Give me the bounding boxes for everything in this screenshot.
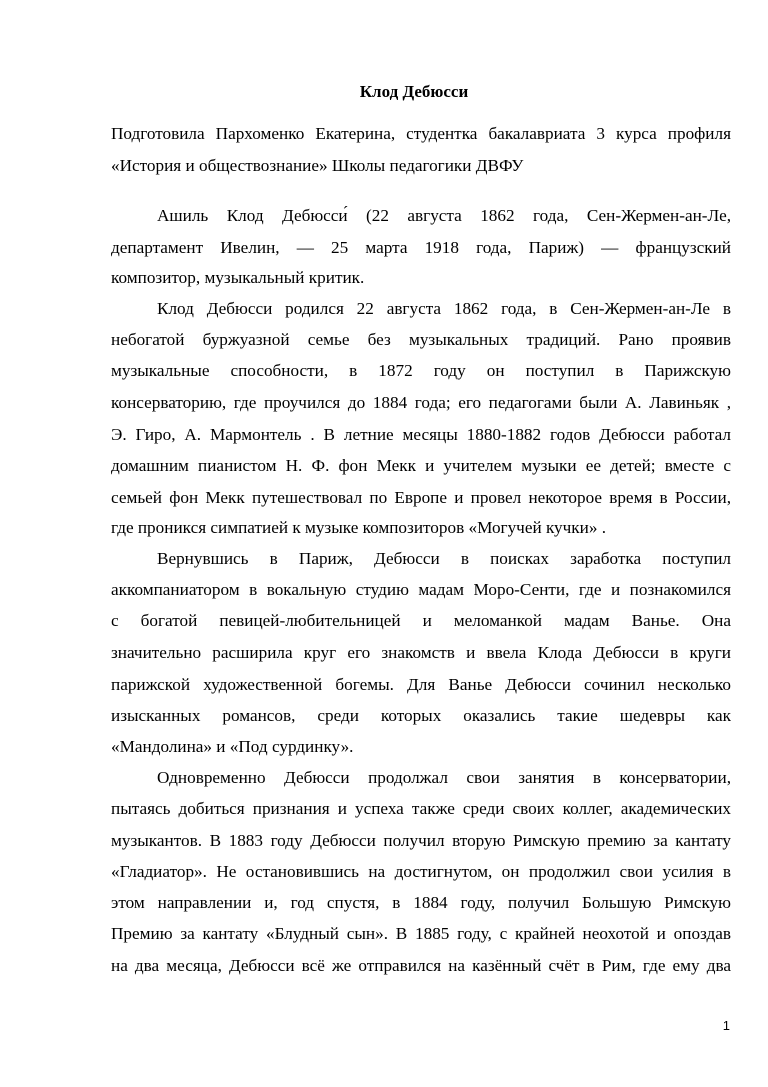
text-line: консерваторию, где проучился до 1884 года; его педагогами были А. Лавиньяк , bbox=[111, 393, 731, 412]
text-line: с богатой певицей-любительницей и меломанкой мадам Ванье. Она bbox=[111, 611, 731, 630]
text-line: Одновременно Дебюсси продолжал свои занятия в консерватории, bbox=[157, 768, 731, 787]
text-line: Вернувшись в Париж, Дебюсси в поисках заработка поступил bbox=[157, 549, 731, 568]
text-line: музыкантов. В 1883 году Дебюсси получил вторую Римскую премию за кантату bbox=[111, 831, 731, 850]
page-number: 1 bbox=[722, 1018, 730, 1033]
text-line: Э. Гиро, А. Мармонтель . В летние месяцы 1880-1882 годов Дебюсси работал bbox=[111, 425, 731, 444]
text-line: семьей фон Мекк путешествовал по Европе и провел некоторое время в России, bbox=[111, 488, 731, 507]
text-line: домашним пианистом Н. Ф. фон Мекк и учителем музыки ее детей; вместе с bbox=[111, 456, 731, 475]
text-line: «Мандолина» и «Под сурдинку». bbox=[111, 737, 354, 756]
text-line: на два месяца, Дебюсси всё же отправился на казённый счёт в Рим, где ему два bbox=[111, 956, 731, 975]
text-line: этом направлении и, год спустя, в 1884 году, получил Большую Римскую bbox=[111, 893, 731, 912]
text-line: композитор, музыкальный критик. bbox=[111, 268, 365, 287]
text-line: аккомпаниатором в вокальную студию мадам Моро-Сенти, где и познакомился bbox=[111, 580, 731, 599]
text-line: пытаясь добиться признания и успеха также среди своих коллег, академических bbox=[111, 799, 731, 818]
author-line: «История и обществознание» Школы педагогики ДВФУ bbox=[111, 156, 524, 175]
text-line: изысканных романсов, среди которых оказались такие шедевры как bbox=[111, 706, 731, 725]
text-line: где проникся симпатией к музыке композиторов «Могучей кучки» . bbox=[111, 518, 607, 537]
text-line: музыкальные способности, в 1872 году он поступил в Парижскую bbox=[111, 361, 731, 380]
text-line: значительно расширила круг его знакомств и ввела Клода Дебюсси в круги bbox=[111, 643, 731, 662]
text-line: «Гладиатор». Не остановившись на достигнутом, он продолжил свои усилия в bbox=[111, 862, 731, 881]
text-line: Ашиль Клод Дебюсси́ (22 августа 1862 года, Сен-Жермен-ан-Ле, bbox=[157, 206, 731, 225]
text-line: департамент Ивелин, — 25 марта 1918 года, Париж) — французский bbox=[111, 238, 731, 257]
author-line: Подготовила Пархоменко Екатерина, студентка бакалавриата 3 курса профиля bbox=[111, 124, 731, 143]
text-line: Премию за кантату «Блудный сын». В 1885 году, с крайней неохотой и опоздав bbox=[111, 924, 731, 943]
document-title: Клод Дебюсси bbox=[359, 82, 469, 101]
text-line: парижской художественной богемы. Для Ванье Дебюсси сочинил несколько bbox=[111, 675, 731, 694]
text-line: небогатой буржуазной семье без музыкальных традиций. Рано проявив bbox=[111, 330, 731, 349]
text-line: Клод Дебюсси родился 22 августа 1862 года, в Сен-Жермен-ан-Ле в bbox=[157, 299, 731, 318]
